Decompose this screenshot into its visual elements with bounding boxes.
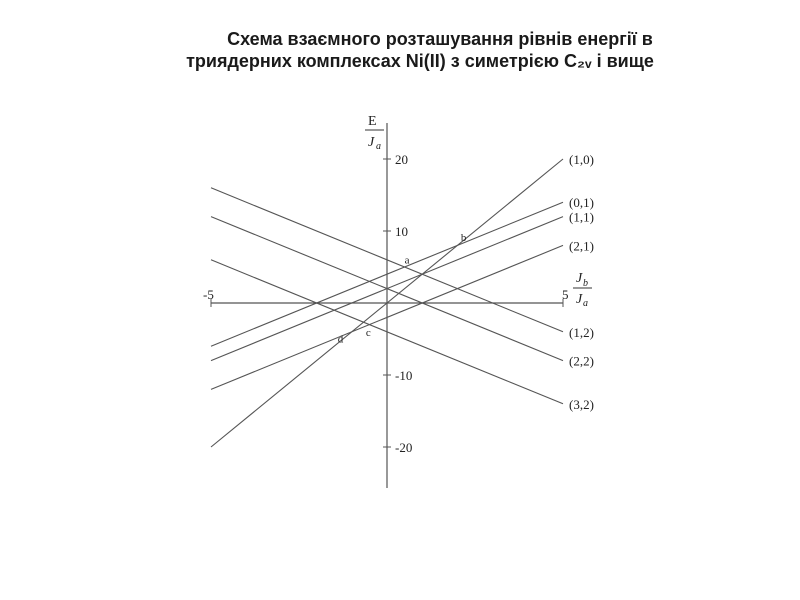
point-annotation: c (365, 327, 371, 340)
series-label: (2,1) (569, 238, 594, 254)
series-label: (2,2) (569, 353, 594, 369)
x-tick-label: 5 (562, 287, 569, 302)
series-label: (1,1) (569, 209, 594, 225)
series-label: (0,1) (569, 195, 594, 211)
point-annotation: d (337, 333, 344, 346)
labels-group (338, 152, 594, 412)
y-axis-label-top: E (368, 114, 377, 129)
x-axis-label-bottom-sub: a (583, 298, 588, 309)
y-tick-label: 10 (395, 224, 408, 239)
x-tick-label: -5 (203, 287, 214, 302)
axes-group (203, 114, 592, 488)
point-annotation: a (404, 254, 410, 267)
series-label: (1,0) (569, 152, 594, 167)
title-line-2: триядерних комплексах Ni(II) з симетрією C₂ᵥ і вище (186, 51, 654, 71)
title-line-1: Схема взаємного розташування рівнів енергії в (227, 29, 653, 49)
y-tick-label: -20 (395, 440, 413, 455)
x-axis-label-bottom: J (576, 292, 583, 307)
series-label: (3,2) (569, 396, 594, 412)
x-axis-label-top: J (576, 271, 583, 286)
x-axis-label-top-sub: b (583, 278, 588, 289)
y-axis-label-bottom-sub: a (376, 141, 381, 152)
series-label: (1,2) (569, 324, 594, 340)
y-tick-label: -10 (395, 368, 413, 383)
y-axis-label-bottom: J (368, 135, 375, 150)
y-tick-label: 20 (395, 152, 408, 167)
point-annotation: b (460, 232, 467, 245)
